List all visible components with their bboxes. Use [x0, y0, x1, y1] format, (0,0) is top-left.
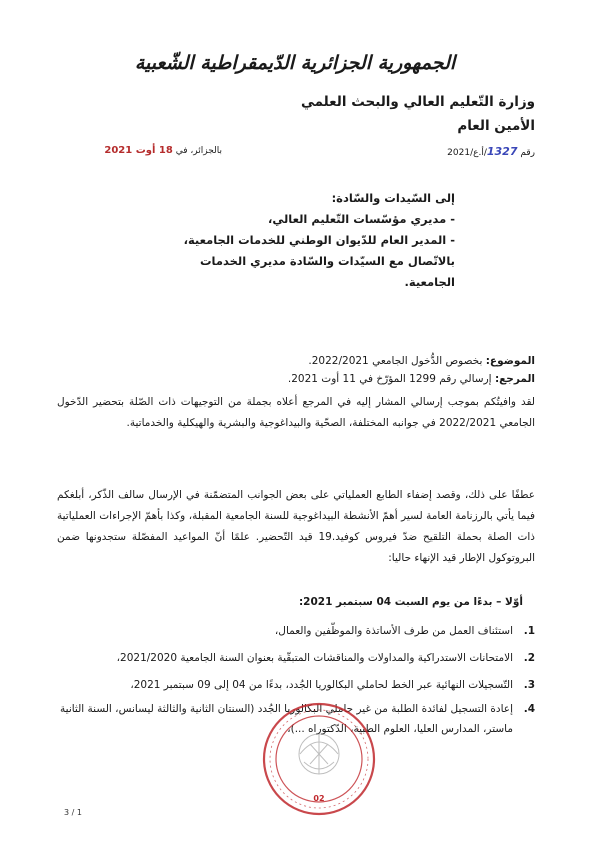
body-paragraph: عطفًا على ذلك، وقصد إضفاء الطابع العملياتي على بعض الجوانب المتضمّنة في الإرسال سالف الذّكر، أبلغكم فيما يأتي بالرزنامة العامة لسير أهمّ الأنشطة البيداغوجية للسنة الجامعية المقبلة، وكذا بأهمّ الإجراءات العملياتية ذات الصلة بحملة التلقيح ضدّ فيروس كوفيد.19 قيد التّحضير. علمًا أنّ المواعيد المفصّلة ستجدونها ضمن البروتوكول الإطار قيد الإنهاء حاليا: [57, 489, 535, 564]
seal-emblem [299, 734, 339, 774]
list-item-number: 4. [523, 703, 535, 715]
list-item-text: إعادة التسجيل لفائدة الطلبة من غير حاملي البكالوريا الجُدد (السنتان الثانية والثالثة ليسانس، السنة الثانية ماستر، المدارس العليا، العلوم الطبية، الدّكتوراه ...)، [60, 703, 513, 735]
place-date-line [82, 145, 222, 156]
subject-label: الموضوع: [485, 355, 535, 367]
list-item [57, 645, 535, 672]
subject-text: بخصوص الدُّخول الجامعي 2022/2021. [308, 355, 483, 367]
list-item [57, 618, 535, 645]
addressees-block [95, 188, 455, 293]
date-stamp: 18 أوت 2021 [104, 145, 173, 156]
list-item-number: 3. [523, 679, 535, 691]
reference-line [355, 145, 535, 158]
ministry-name: وزارة التّعليم العالي والبحث العلمي [300, 94, 535, 110]
reference-suffix: /أ.ع/2021 [447, 148, 487, 158]
list-item-number: 1. [523, 625, 535, 637]
addressees-intro: إلى السّيدات والسّادة: [331, 191, 455, 205]
addressee-line: الجامعية. [404, 275, 455, 289]
subject-block [65, 352, 535, 388]
seal-number: 02 [313, 794, 325, 803]
reference-prefix: رقم [520, 148, 535, 158]
list-item-number: 2. [523, 652, 535, 664]
list-item-text: التّسجيلات النهائية عبر الخط لحاملي البكالوريا الجُدد، بدءًا من 04 إلى 09 سبتمبر 2021، [130, 679, 513, 691]
republic-heading: الجمهورية الجزائرية الدّيمقراطية الشّعبية [134, 52, 456, 74]
list-item-text: استئناف العمل من طرف الأساتذة والموظّفين والعمال، [274, 625, 513, 637]
reference-number: 1327 [486, 145, 518, 158]
place-label: بالجزائر، في [175, 146, 222, 156]
list-item-text: الامتحانات الاستدراكية والمداولات والمناقشات المتبقّية بعنوان السنة الجامعية 2021/2020، [116, 652, 513, 664]
addressee-line: - المدير العام للدّيوان الوطني للخدمات الجامعية، [183, 233, 455, 247]
addressee-line: بالاتّصال مع السيّدات والسّادة مديري الخدمات [199, 254, 455, 268]
subject-line [65, 352, 535, 370]
body-paragraph: لقد وافيتُكم بموجب إرسالي المشار إليه في المرجع أعلاه بجملة من التوجيهات ذات الصّلة بتحضير الدّخول الجامعي 2022/2021 في جوانبه المختلفة، الصحّية والبيداغوجية والبشرية والهيكلية والخدماتية. [57, 396, 535, 429]
office-title: الأمين العام [457, 118, 535, 134]
section-heading: أوّلا – بدءًا من يوم السبت 04 سبتمبر 2021: [298, 596, 523, 608]
reference-note-line [65, 370, 535, 388]
official-seal [260, 700, 378, 818]
list-item [57, 672, 535, 699]
page-number: 3 / 1 [64, 808, 82, 817]
addressee-line: - مديري مؤسّسات التّعليم العالي، [267, 212, 455, 226]
reference-note-text: إرسالي رقم 1299 المؤرّخ في 11 أوت 2021. [287, 373, 492, 385]
reference-note-label: المرجع: [494, 373, 535, 385]
